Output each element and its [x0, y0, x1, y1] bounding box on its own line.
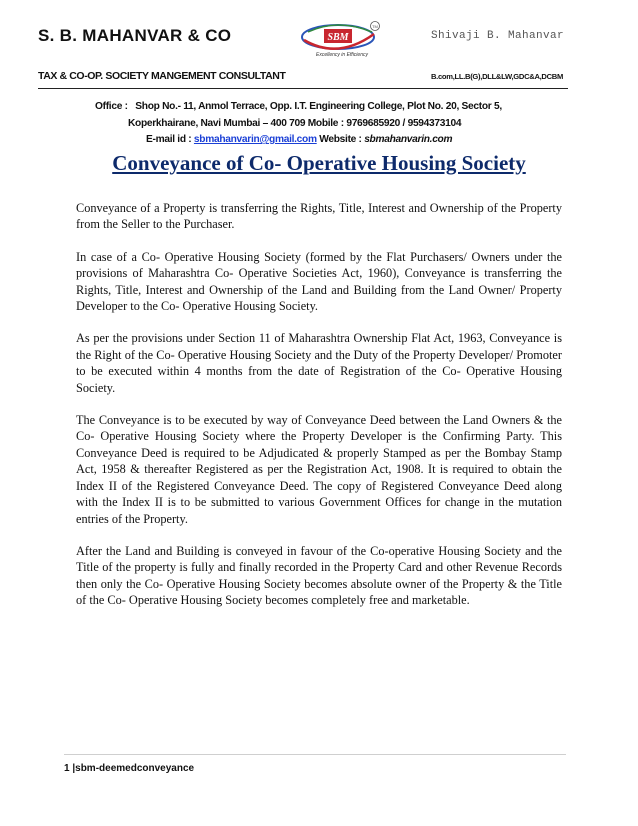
firm-tagline: TAX & CO-OP. SOCIETY MANGEMENT CONSULTANT	[38, 70, 286, 82]
office-address-line	[95, 101, 502, 112]
logo-tagline: Excellency in Efficiency	[316, 52, 368, 58]
page-footer: 1 |sbm-deemedconveyance	[64, 763, 195, 774]
paragraph: The Conveyance is to be executed by way of Conveyance Deed between the Land Owners & the Co- Operative Housing Society where the Property Developer is the Confirming Party. This Conveyance Deed is required to be Adjudicated & properly Stamped as per the Bombay Stamp Act, 1958 & thereafter Registered as per the Registration Act, 1908. It is required to obtain the Index II of the Registered Conveyance Deed. The copy of Registered Conveyance Deed along with the Index II is to be submitted to various Government Offices for change in the mutation entries of the Property.	[76, 413, 562, 526]
office-address: Shop No.- 11, Anmol Terrace, Opp. I.T. Engineering College, Plot No. 20, Sector 5,	[135, 101, 502, 112]
qualifications: B.com,LL.B(G),DLL&LW,GDC&A,DCBM	[431, 72, 564, 81]
website-label: Website :	[319, 134, 362, 145]
email-website-line	[146, 134, 452, 145]
office-label: Office :	[95, 101, 128, 112]
document-title: Conveyance of Co- Operative Housing Society	[112, 151, 526, 175]
paragraph: Conveyance of a Property is transferring the Rights, Title, Interest and Ownership of the Property from the Seller to the Purchaser.	[76, 201, 562, 232]
paragraph: As per the provisions under Section 11 of Maharashtra Ownership Flat Act, 1963, Conveyance is the Right of the Co- Operative Housing Society and the Duty of the Property Developer/ Promoter to be executed within 4 months from the date of Registration of the Co- Operative Housing Society.	[76, 331, 562, 395]
city-contact-line: Koperkhairane, Navi Mumbai – 400 709 Mobile : 9769685920 / 9594373104	[128, 118, 462, 129]
website-link[interactable]: sbmahanvarin.com	[364, 134, 453, 145]
logo-tm: TM	[372, 24, 378, 29]
header-divider	[38, 88, 568, 89]
document-body	[76, 200, 562, 625]
person-name: Shivaji B. Mahanvar	[431, 30, 565, 42]
paragraph: After the Land and Building is conveyed in favour of the Co-operative Housing Society and the Title of the property is fully and finally recorded in the Property Card and other Revenue Records then only the Co- Operative Housing Society becomes absolute owner of the Property & the Title of the Co- Operative Housing Society becomes completely free and marketable.	[76, 543, 562, 608]
paragraph: In case of a Co- Operative Housing Society (formed by the Flat Purchasers/ Owners under the provisions of Maharashtra Co- Operative Societies Act, 1960), Conveyance is transferring the Rights, Title, Interest and Ownership of the Land and Building from the Land Owner/ Property Developer to the Co- Operative Housing Society.	[76, 249, 562, 314]
email-label: E-mail id :	[146, 134, 192, 145]
email-link[interactable]: sbmahanvarin@gmail.com	[193, 134, 317, 145]
logo-text: SBM	[327, 32, 349, 43]
footer-divider	[64, 754, 566, 755]
firm-name: S. B. MAHANVAR & CO	[38, 26, 232, 45]
